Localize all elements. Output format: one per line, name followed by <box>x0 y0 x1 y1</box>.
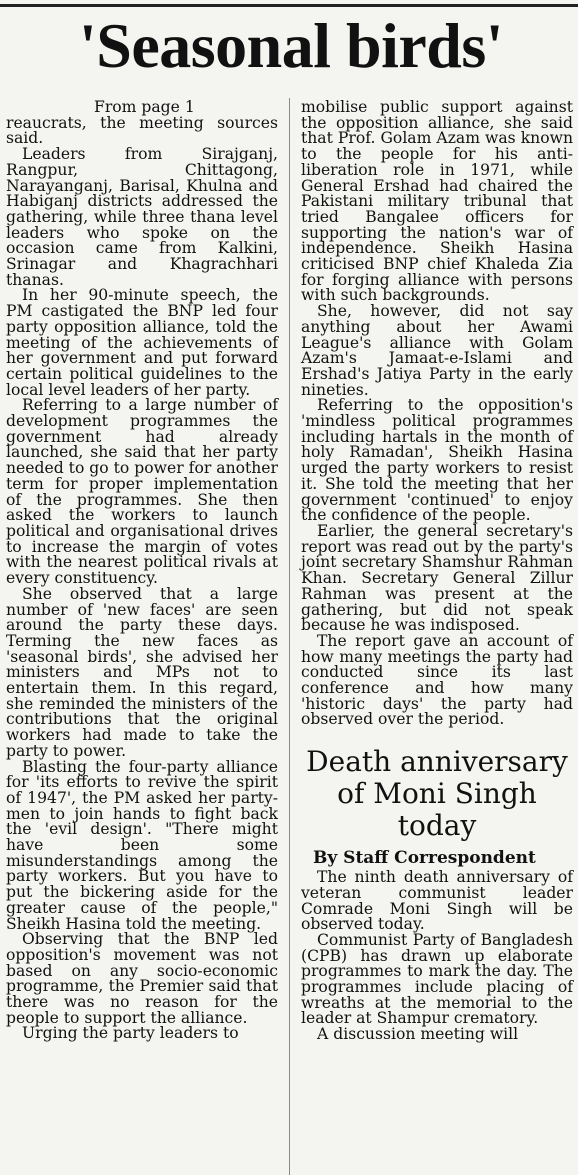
paragraph: The report gave an account of how many meetings the party had conducted since its last conference and how many 'historic days' the party had observed over the period. <box>301 631 573 729</box>
headline: 'Seasonal birds' <box>78 10 504 81</box>
paragraph: Communist Party of Bangladesh (CPB) has drawn up elaborate programmes to mark the day. The programmes include placing of wreaths at the memorial to the leader at Shampur crematory. <box>301 930 573 1028</box>
paragraph: She observed that a large number of 'new faces' are seen around the party these days. Terming the new faces as 'seasonal birds', she advised her ministers and MPs not to entertain them. In this regard, she reminded the ministers of the contributions that the original workers had made to take the party to power. <box>6 584 278 760</box>
byline: By Staff Correspondent <box>313 848 536 869</box>
column-rule <box>289 98 290 1175</box>
paragraph: mobilise public support against the opposition alliance, she said that Prof. Golam Azam was known to the people for his anti-liberation role in 1971, while General Ershad had chaired the Pakistani military tribunal that tried Bangalee officers for supporting the nation's war of independence. Sheikh Hasina criticised BNP chief Khaleda Zia for forging alliance with persons with such backgrounds. <box>301 98 573 305</box>
paragraph: Leaders from Sirajganj, Rangpur, Chittagong, Narayanganj, Barisal, Khulna and Habiganj districts addressed the gathering, while three thana level leaders who spoke on the occasion came from Kalkini, Srinagar and Khagrachhari thanas. <box>6 145 278 289</box>
second-story-headline: Death anniversary of Moni Singh today <box>306 745 568 843</box>
paragraph: Blasting the four-party alliance for 'its efforts to revive the spirit of 1947', the PM asked her party-men to join hands to fight back the 'evil design'. "There might have been some misunderstandings among the party workers. But you have to put the bickering aside for the greater cause of the people," Sheikh Hasina told the meeting. <box>6 757 278 933</box>
continued-from: From page 1 <box>94 98 195 116</box>
paragraph: Referring to a large number of development programmes the government had already launched, she said that her party needed to go to power for another term for proper implementation of the programmes. She then asked the workers to launch political and organisational drives to increase the margin of votes with the nearest political rivals at every constituency. <box>6 396 278 588</box>
paragraph: Observing that the BNP led opposition's movement was not based on any socio-economic programme, the Premier said that there was no reason for the people to support the alliance. <box>6 930 278 1027</box>
paragraph: The ninth death anniversary of veteran communist leader Comrade Moni Singh will be observed today. <box>301 868 573 934</box>
paragraph: Urging the party leaders to <box>22 1024 239 1043</box>
paragraph: A discussion meeting will <box>317 1025 519 1044</box>
paragraph: She, however, did not say anything about her Awami League's alliance with Golam Azam's Jamaat-e-Islami and Ershad's Jatiya Party in the early nineties. <box>301 302 573 399</box>
right-column <box>301 100 573 1043</box>
paragraph: Earlier, the general secretary's report was read out by the party's joint secretary Shamshur Rahman Khan. Secretary General Zillur Rahman was present at the gathering, but did not speak because he was indisposed. <box>301 521 573 635</box>
paragraph: In her 90-minute speech, the PM castigated the BNP led four party opposition alliance, told the meeting of the achievements of her government and put forward certain political guidelines to the local level leaders of her party. <box>6 286 278 399</box>
paragraph: Referring to the opposition's 'mindless political programmes including hartals in the month of holy Ramadan', Sheikh Hasina urged the party workers to resist it. She told the meeting that her government 'continued' to enjoy the confidence of the people. <box>301 396 573 525</box>
left-column <box>6 100 278 1042</box>
paragraph: reaucrats, the meeting sources said. <box>6 113 278 148</box>
